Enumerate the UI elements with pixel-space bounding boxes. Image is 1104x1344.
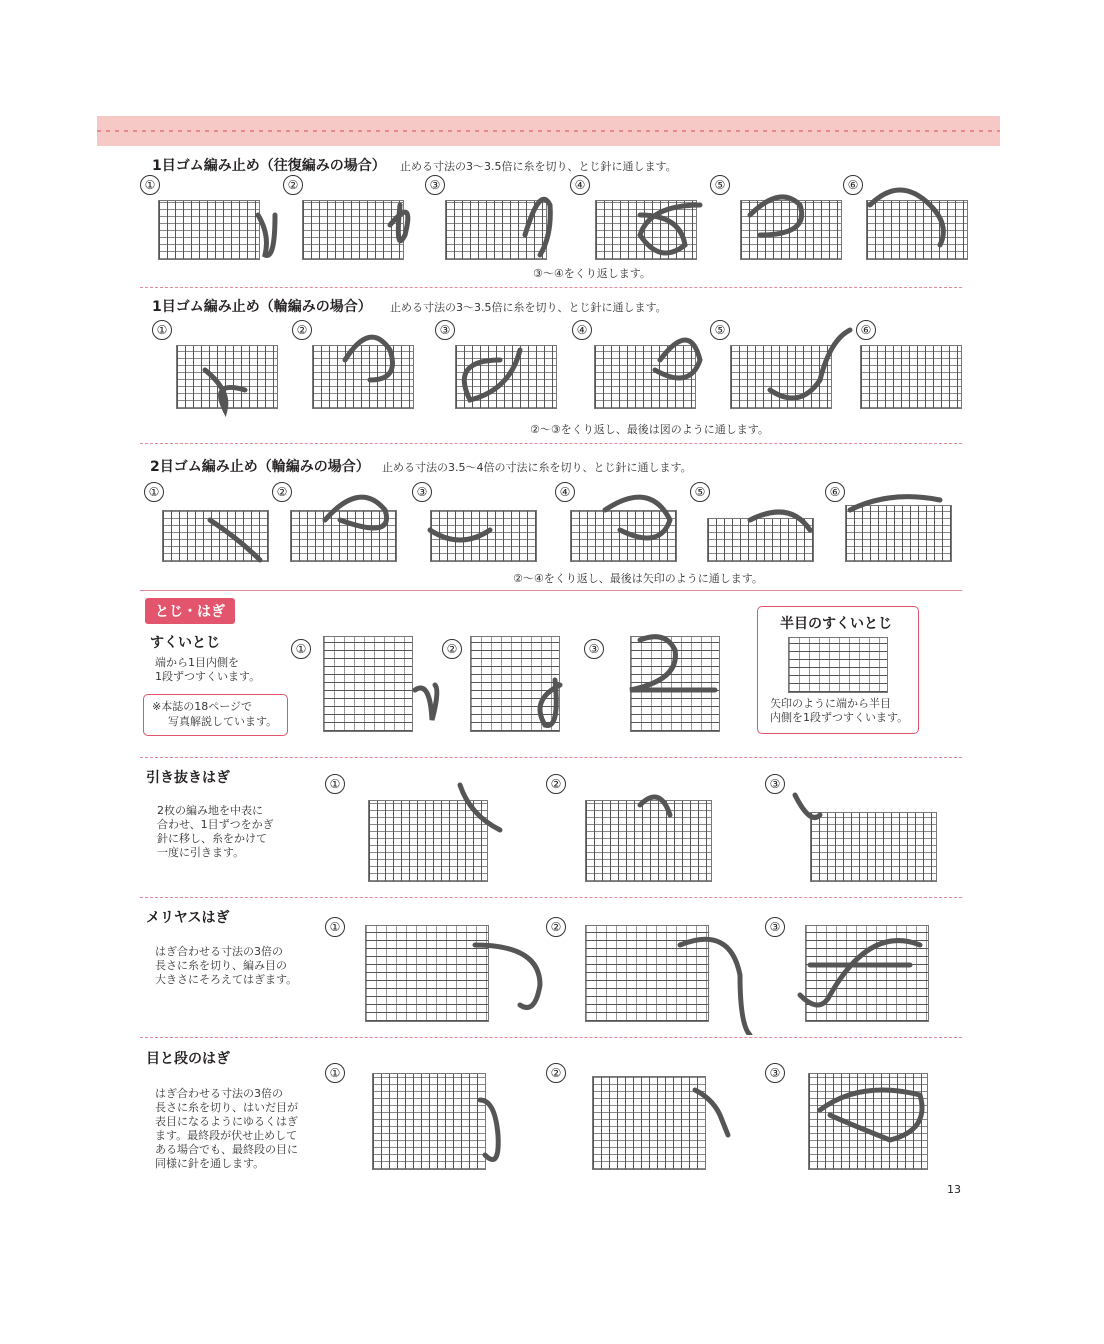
reference-box	[143, 694, 288, 736]
s3-step-1: ①	[144, 482, 164, 502]
reference-line-1: ※本誌の18ページで	[152, 700, 252, 713]
reference-line-2: 写真解説しています。	[168, 715, 278, 728]
metodan-desc-1: はぎ合わせる寸法の3倍の	[155, 1087, 283, 1100]
page-number: 13	[947, 1183, 961, 1196]
section-3-caption: ②〜④をくり返し、最後は矢印のように通します。	[513, 572, 763, 585]
s3-step-5: ⑤	[690, 482, 710, 502]
s1-step-2: ②	[283, 175, 303, 195]
s2-step-3: ③	[435, 320, 455, 340]
hikinuki-step-1: ①	[325, 774, 345, 794]
s1-step-6: ⑥	[843, 175, 863, 195]
sukui-step-3: ③	[584, 639, 604, 659]
hikinuki-desc-3: 針に移し、糸をかけて	[157, 832, 267, 845]
sukui-toji-desc-2: 1段ずつすくいます。	[155, 670, 261, 683]
meriyasu-step-1: ①	[325, 917, 345, 937]
hanme-title: 半目のすくいとじ	[780, 616, 892, 632]
metodan-desc-4: ます。最終段が伏せ止めして	[155, 1129, 298, 1142]
hikinuki-desc-4: 一度に引きます。	[157, 846, 245, 859]
section-1-caption: ③〜④をくり返します。	[533, 267, 651, 280]
s1-step-5: ⑤	[710, 175, 730, 195]
meriyasu-title: メリヤスはぎ	[146, 910, 230, 926]
section-1-title: 1目ゴム編み止め（往復編みの場合）	[152, 158, 386, 174]
s3-step-2: ②	[272, 482, 292, 502]
sukui-step-2: ②	[442, 639, 462, 659]
s2-step-4: ④	[572, 320, 592, 340]
meriyasu-desc-3: 大きさにそろえてはぎます。	[155, 973, 298, 986]
sukui-yarn-illustration	[320, 630, 740, 740]
hikinuki-desc-2: 合わせ、1目ずつをかぎ	[157, 818, 274, 831]
header-band	[97, 116, 1000, 146]
meriyasu-desc-2: 長さに糸を切り、編み目の	[155, 959, 287, 972]
divider-6	[140, 1037, 962, 1038]
s1-yarn-illustration	[140, 175, 980, 265]
hikinuki-desc-1: 2枚の編み地を中表に	[157, 804, 263, 817]
metodan-step-3: ③	[765, 1063, 785, 1083]
s2-step-6: ⑥	[856, 320, 876, 340]
s3-yarn-illustration	[150, 480, 970, 570]
header-decoration	[97, 130, 1000, 132]
metodan-step-2: ②	[546, 1063, 566, 1083]
toji-hagi-badge: とじ・はぎ	[145, 598, 235, 624]
section-1-note: 止める寸法の3〜3.5倍に糸を切り、とじ針に通します。	[400, 160, 677, 173]
s1-step-4: ④	[570, 175, 590, 195]
s3-step-3: ③	[412, 482, 432, 502]
s2-step-1: ①	[152, 320, 172, 340]
metodan-desc-2: 長さに糸を切り、はいだ目が	[155, 1101, 298, 1114]
meriyasu-yarn-illustration	[350, 915, 950, 1035]
hikinuki-yarn-illustration	[350, 775, 950, 865]
sukui-step-1: ①	[291, 639, 311, 659]
divider-4	[140, 757, 962, 758]
s1-step-3: ③	[425, 175, 445, 195]
hanme-desc-1: 矢印のように端から半目	[770, 697, 891, 710]
section-2-caption: ②〜③をくり返し、最後は図のように通します。	[530, 423, 769, 436]
metodan-desc-5: ある場合でも、最終段の目に	[155, 1143, 298, 1156]
section-3-title: 2目ゴム編み止め（輪編みの場合）	[150, 459, 370, 475]
divider-1	[140, 287, 962, 288]
hanme-box	[757, 606, 919, 734]
divider-2	[140, 443, 962, 444]
section-2-title: 1目ゴム編み止め（輪編みの場合）	[152, 299, 372, 315]
section-2-note: 止める寸法の3〜3.5倍に糸を切り、とじ針に通します。	[390, 301, 667, 314]
hanme-swatch	[788, 637, 888, 693]
metodan-title: 目と段のはぎ	[146, 1051, 230, 1067]
hikinuki-step-3: ③	[765, 774, 785, 794]
hikinuki-step-2: ②	[546, 774, 566, 794]
hikinuki-title: 引き抜きはぎ	[146, 770, 230, 786]
s2-step-5: ⑤	[710, 320, 730, 340]
section-3-note: 止める寸法の3.5〜4倍の寸法に糸を切り、とじ針に通します。	[382, 461, 692, 474]
metodan-desc-3: 表目になるようにゆるくはぎ	[155, 1115, 298, 1128]
s2-yarn-illustration	[150, 320, 970, 420]
hanme-desc-2: 内側を1段ずつすくいます。	[770, 711, 909, 724]
metodan-yarn-illustration	[350, 1060, 950, 1180]
s3-step-4: ④	[555, 482, 575, 502]
meriyasu-step-3: ③	[765, 917, 785, 937]
divider-3	[140, 590, 962, 591]
metodan-step-1: ①	[325, 1063, 345, 1083]
s3-step-6: ⑥	[825, 482, 845, 502]
s1-step-1: ①	[140, 175, 160, 195]
s2-step-2: ②	[292, 320, 312, 340]
metodan-desc-6: 同様に針を通します。	[155, 1157, 265, 1170]
sukui-toji-title: すくいとじ	[150, 635, 220, 651]
sukui-toji-desc-1: 端から1目内側を	[155, 656, 239, 669]
divider-5	[140, 897, 962, 898]
meriyasu-desc-1: はぎ合わせる寸法の3倍の	[155, 945, 283, 958]
meriyasu-step-2: ②	[546, 917, 566, 937]
